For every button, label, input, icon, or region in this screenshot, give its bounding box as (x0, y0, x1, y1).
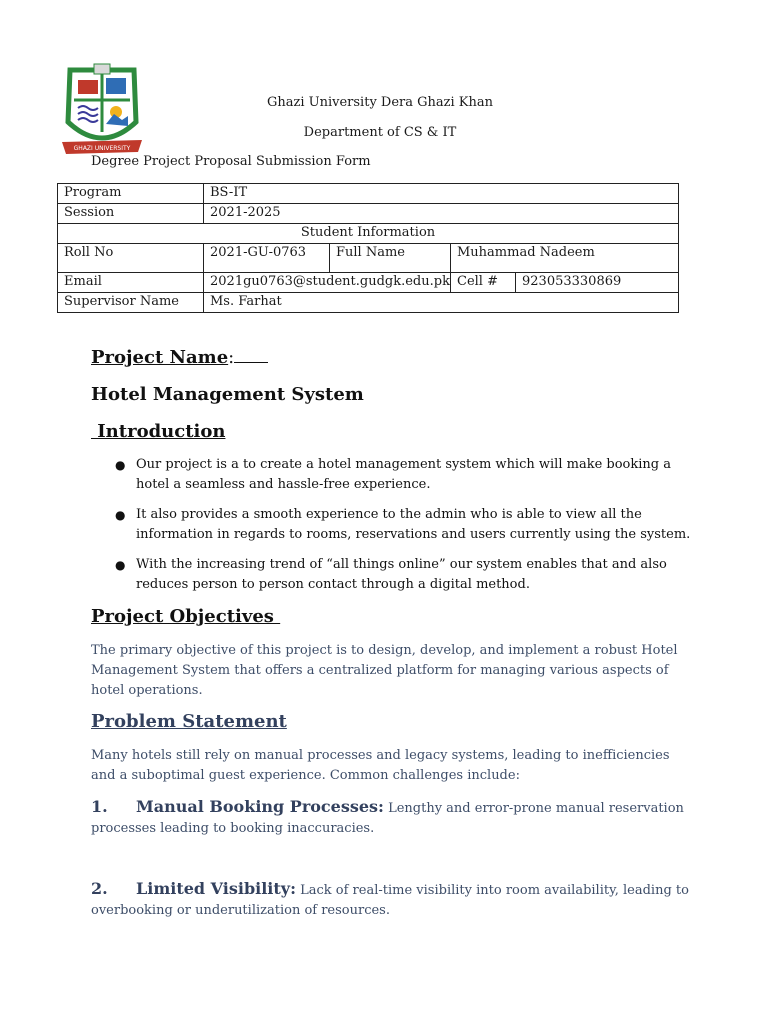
list-item: ● With the increasing trend of “all things online” our system enables that and also reduces person to person contact through a digital method. (115, 557, 667, 592)
program-value: BS-IT (204, 184, 679, 204)
student-info-table (57, 183, 679, 313)
roll-label: Roll No (58, 244, 204, 273)
table-row (58, 293, 679, 313)
cell-value: 923053330869 (516, 273, 679, 293)
bullet-icon: ● (115, 558, 126, 572)
item-number: 1. (91, 797, 108, 816)
problem-text: Many hotels still rely on manual processes and legacy systems, leading to inefficiencies and a suboptimal guest experience. Common challenges include: (91, 748, 670, 783)
supervisor-label: Supervisor Name (58, 293, 204, 313)
introduction-heading: Introduction (91, 421, 226, 442)
bullet-icon: ● (115, 458, 126, 472)
project-title: Hotel Management System (91, 384, 364, 405)
university-name: Ghazi University Dera Ghazi Khan (267, 95, 493, 110)
session-value: 2021-2025 (204, 204, 679, 224)
item-lead: Limited Visibility: (136, 879, 296, 898)
list-item: ● Our project is a to create a hotel management system which will make booking a hotel a seamless and hassle-free experience. (115, 457, 671, 492)
supervisor-value: Ms. Farhat (204, 293, 679, 313)
project-name-underline (234, 348, 268, 363)
email-value: 2021gu0763@student.gudgk.edu.pk (204, 273, 451, 293)
student-info-heading: Student Information (58, 224, 679, 244)
list-item: ● It also provides a smooth experience to the admin who is able to view all the information in regards to rooms, reservations and users currently using the system. (115, 507, 691, 542)
form-title: Degree Project Proposal Submission Form (91, 154, 371, 169)
table-row (58, 273, 679, 293)
table-row (58, 204, 679, 224)
table-row (58, 244, 679, 273)
project-name-heading (91, 347, 268, 368)
roll-value: 2021-GU-0763 (204, 244, 330, 273)
objectives-text: The primary objective of this project is to design, develop, and implement a robust Hotel Management System that offers a centralized platform for managing various aspects of hotel operations. (91, 643, 678, 698)
item-text: Lack of real-time visibility into room availability, leading to overbooking or underutilization of resources. (91, 883, 689, 918)
project-name-label: Project Name (91, 347, 229, 368)
project-name-colon: : (228, 347, 235, 368)
university-logo (58, 62, 146, 162)
item-text: Lengthy and error-prone manual reservation processes leading to booking inaccuracies. (91, 801, 684, 836)
session-label: Session (58, 204, 204, 224)
name-value: Muhammad Nadeem (451, 244, 679, 273)
table-row (58, 184, 679, 204)
introduction-list (91, 455, 691, 605)
email-label: Email (58, 273, 204, 293)
cell-label: Cell # (451, 273, 516, 293)
problem-item (91, 797, 691, 839)
table-row (58, 224, 679, 244)
problem-item (91, 879, 691, 921)
item-number: 2. (91, 879, 108, 898)
bullet-icon: ● (115, 508, 126, 522)
program-label: Program (58, 184, 204, 204)
problem-heading: Problem Statement (91, 711, 287, 732)
objectives-heading: Project Objectives (91, 606, 281, 627)
name-label: Full Name (330, 244, 451, 273)
logo-banner-text: GHAZI UNIVERSITY (73, 145, 131, 152)
department-name: Department of CS & IT (303, 125, 457, 140)
item-lead: Manual Booking Processes: (136, 797, 384, 816)
